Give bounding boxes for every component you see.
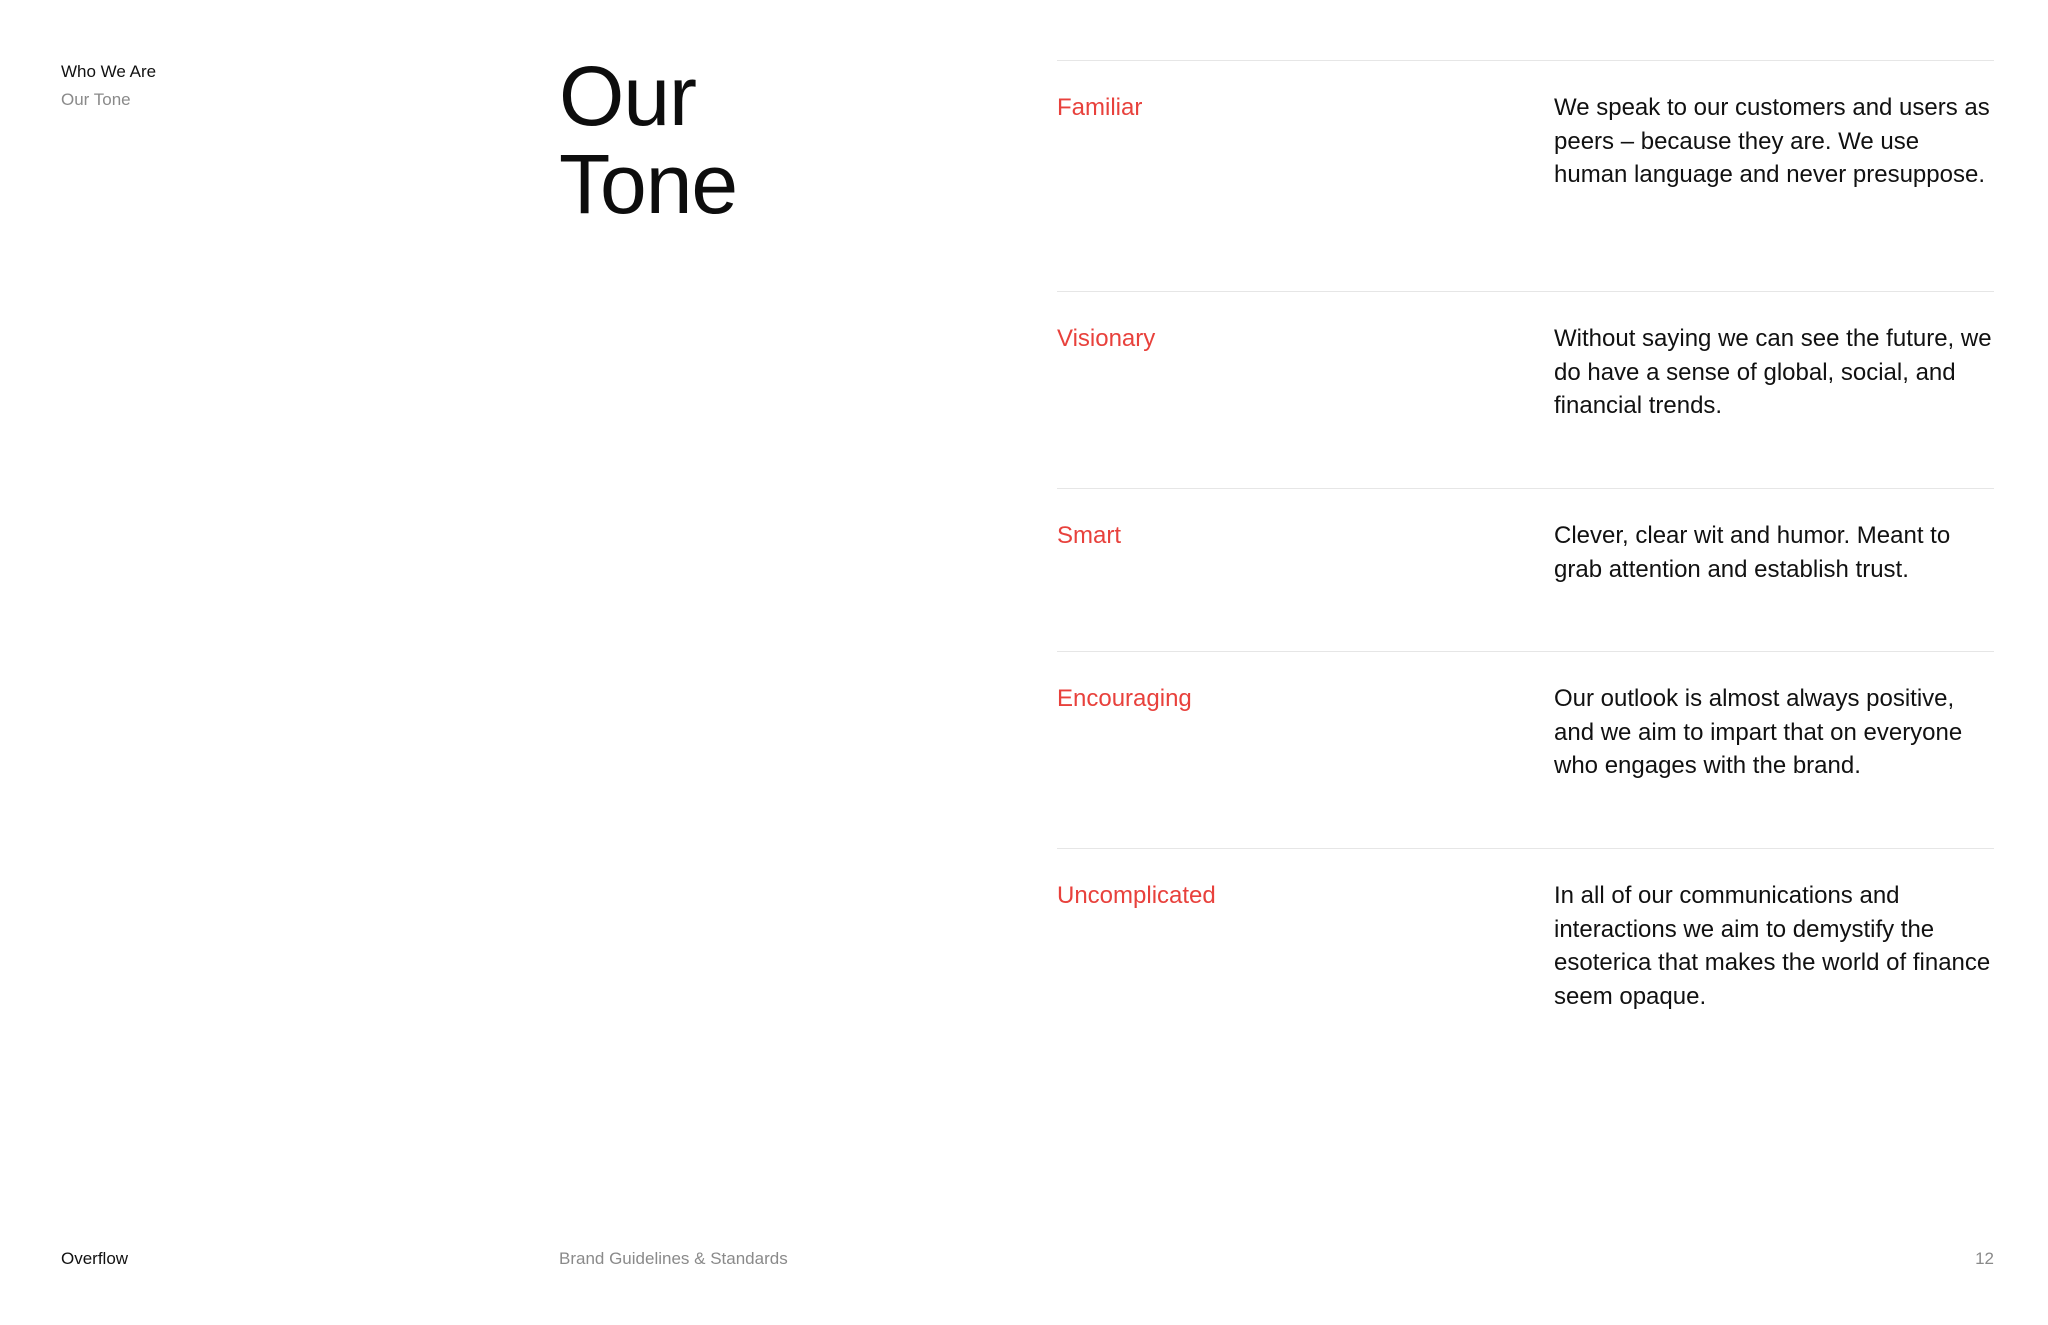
- tone-description: Clever, clear wit and humor. Meant to grab attention and establish trust.: [1554, 522, 1951, 583]
- footer-document-title: Brand Guidelines & Standards: [559, 1249, 788, 1268]
- tone-term: Smart: [1057, 522, 1122, 549]
- tone-row-encouraging: [1057, 651, 1994, 848]
- tone-row-uncomplicated: [1057, 848, 1994, 1048]
- tone-term: Uncomplicated: [1057, 882, 1216, 909]
- tone-term: Familiar: [1057, 94, 1143, 121]
- tone-description: Without saying we can see the future, we do have a sense of global, social, and financial trends.: [1554, 325, 1992, 419]
- tone-row-familiar: [1057, 60, 1994, 291]
- page-label: Our Tone: [61, 90, 131, 109]
- tone-row-visionary: [1057, 291, 1994, 488]
- tone-row-smart: [1057, 488, 1994, 651]
- footer-brand: Overflow: [61, 1249, 129, 1268]
- page-title-line-1: Our: [559, 49, 697, 143]
- tone-list: [1057, 60, 1994, 1048]
- section-label: Who We Are: [61, 62, 157, 81]
- footer-page-number: 12: [1975, 1249, 1994, 1268]
- tone-description: Our outlook is almost always positive, and we aim to impart that on everyone who engages with the brand.: [1554, 685, 1963, 779]
- tone-description: We speak to our customers and users as peers – because they are. We use human language and never presuppose.: [1554, 94, 1990, 188]
- tone-description: In all of our communications and interactions we aim to demystify the esoterica that makes the world of finance seem opaque.: [1554, 882, 1991, 1010]
- section-breadcrumb: [61, 58, 156, 114]
- tone-term: Encouraging: [1057, 685, 1192, 712]
- page-title: [559, 49, 738, 231]
- page-title-line-2: Tone: [559, 137, 738, 231]
- tone-term: Visionary: [1057, 325, 1156, 352]
